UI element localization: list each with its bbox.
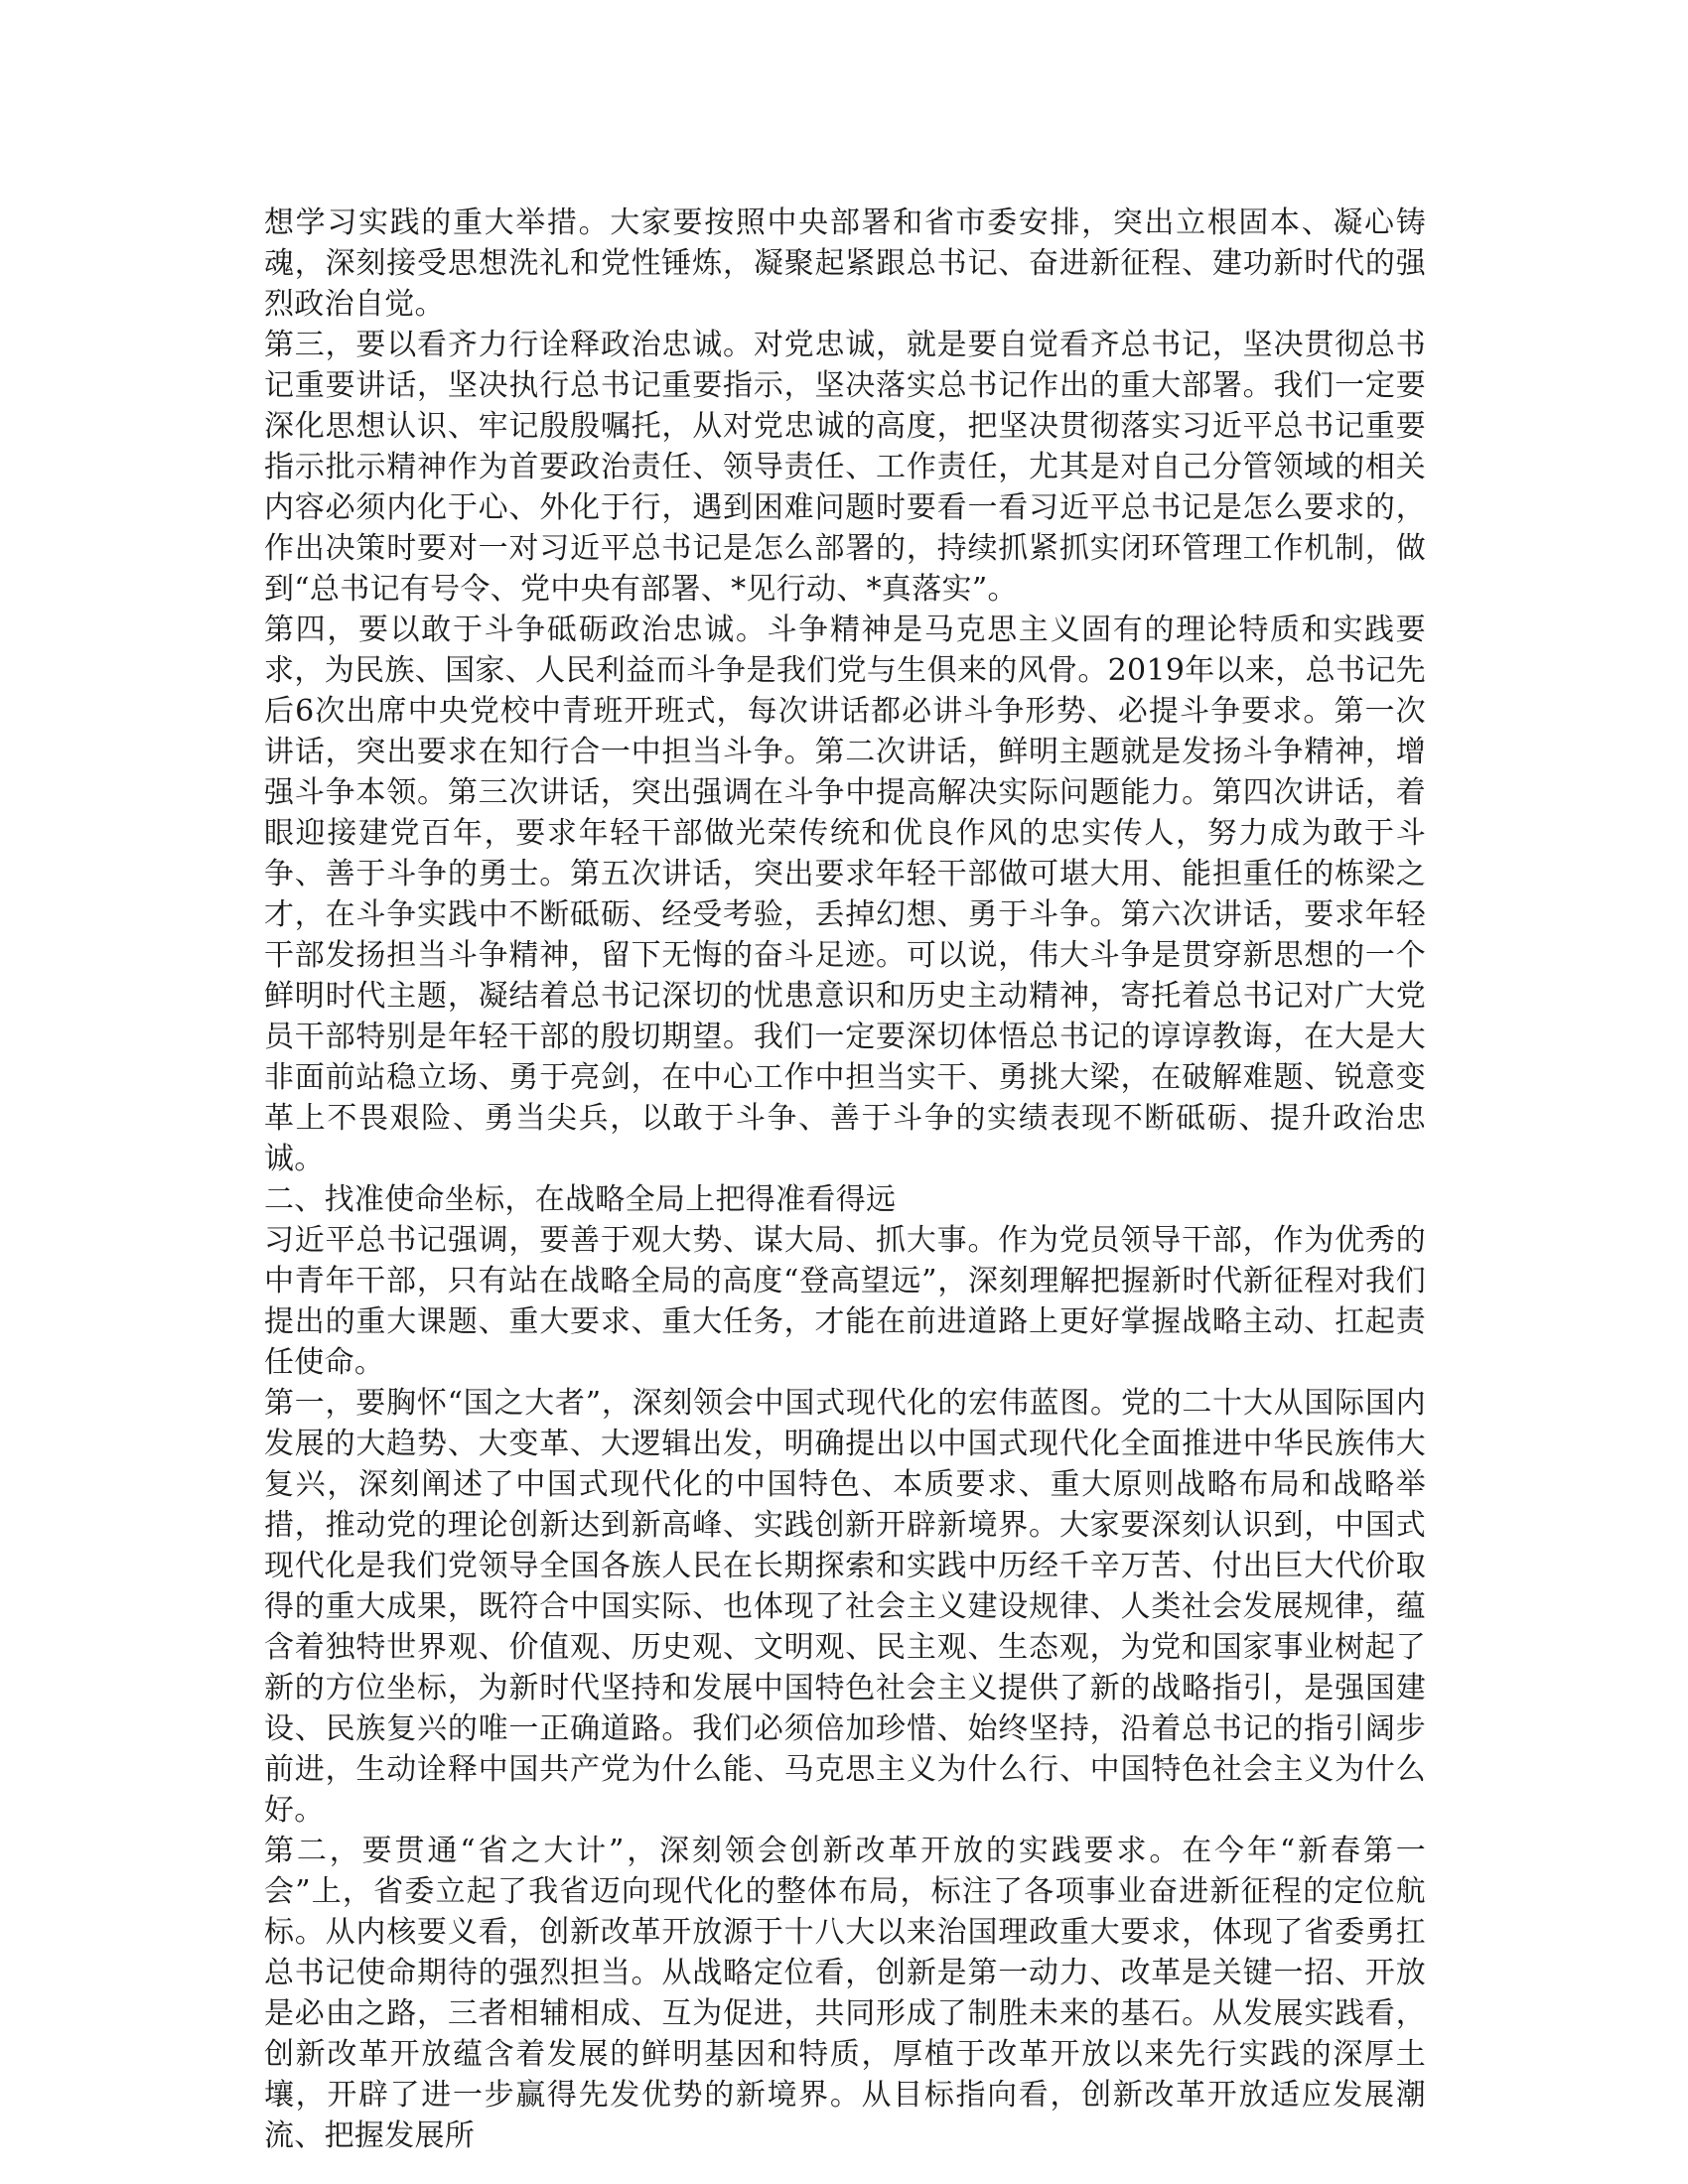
paragraph-point-four: 第四，要以敢于斗争砥砺政治忠诚。斗争精神是马克思主义固有的理论特质和实践要求，为民族、国家、人民利益而斗争是我们党与生俱来的风骨。2019年以来，总书记先后6次出席中央党校中青班开班式，每次讲话都必讲斗争形势、必提斗争要求。第一次讲话，突出要求在知行合一中担当斗争。第二次讲话，鲜明主题就是发扬斗争精神，增强斗争本领。第三次讲话，突出强调在斗争中提高解决实际问题能力。第四次讲话，着眼迎接建党百年，要求年轻干部做光荣传统和优良作风的忠实传人，努力成为敢于斗争、善于斗争的勇士。第五次讲话，突出要求年轻干部做可堪大用、能担重任的栋梁之才，在斗争实践中不断砥砺、经受考验，丢掉幻想、勇于斗争。第六次讲话，要求年轻干部发扬担当斗争精神，留下无悔的奋斗足迹。可以说，伟大斗争是贯穿新思想的一个鲜明时代主题，凝结着总书记深切的忧患意识和历史主动精神，寄托着总书记对广大党员干部特别是年轻干部的殷切期望。我们一定要深切体悟总书记的谆谆教诲，在大是大非面前站稳立场、勇于亮剑，在中心工作中担当实干、勇挑大梁，在破解难题、锐意变革上不畏艰险、勇当尖兵，以敢于斗争、善于斗争的实绩表现不断砥砺、提升政治忠诚。 xyxy=(264,613,1426,1176)
paragraph-section-two-point-one: 第一，要胸怀“国之大者”，深刻领会中国式现代化的宏伟蓝图。党的二十大从国际国内发展的大趋势、大变革、大逻辑出发，明确提出以中国式现代化全面推进中华民族伟大复兴，深刻阐述了中国式现代化的中国特色、本质要求、重大原则战略布局和战略举措，推动党的理论创新达到新高峰、实践创新开辟新境界。大家要深刻认识到，中国式现代化是我们党领导全国各族人民在长期探索和实践中历经千辛万苦、付出巨大代价取得的重大成果，既符合中国实际、也体现了社会主义建设规律、人类社会发展规律，蕴含着独特世界观、价值观、历史观、文明观、民主观、生态观，为党和国家事业树起了新的方位坐标，为新时代坚持和发展中国特色社会主义提供了新的战略指引，是强国建设、民族复兴的唯一正确道路。我们必须倍加珍惜、始终坚持，沿着总书记的指引阔步前进，生动诠释中国共产党为什么能、马克思主义为什么行、中国特色社会主义为什么好。 xyxy=(264,1386,1426,1828)
document-body xyxy=(264,203,1426,2156)
paragraph-section-two-point-two: 第二，要贯通“省之大计”，深刻领会创新改革开放的实践要求。在今年“新春第一会”上，省委立起了我省迈向现代化的整体布局，标注了各项事业奋进新征程的定位航标。从内核要义看，创新改革开放源于十八大以来治国理政重大要求，体现了省委勇扛总书记使命期待的强烈担当。从战略定位看，创新是第一动力、改革是关键一招、开放是必由之路，三者相辅相成、互为促进，共同形成了制胜未来的基石。从发展实践看，创新改革开放蕴含着发展的鲜明基因和特质，厚植于改革开放以来先行实践的深厚土壤，开辟了进一步赢得先发优势的新境界。从目标指向看，创新改革开放适应发展潮流、把握发展所 xyxy=(264,1834,1426,2153)
paragraph-point-three: 第三，要以看齐力行诠释政治忠诚。对党忠诚，就是要自觉看齐总书记，坚决贯彻总书记重要讲话，坚决执行总书记重要指示，坚决落实总书记作出的重大部署。我们一定要深化思想认识、牢记殷殷嘱托，从对党忠诚的高度，把坚决贯彻落实习近平总书记重要指示批示精神作为首要政治责任、领导责任、工作责任，尤其是对自己分管领域的相关内容必须内化于心、外化于行，遇到困难问题时要看一看习近平总书记是怎么要求的，作出决策时要对一对习近平总书记是怎么部署的，持续抓紧抓实闭环管理工作机制，做到“总书记有号令、党中央有部署、*见行动、*真落实”。 xyxy=(264,328,1426,607)
paragraph-section-two-intro: 习近平总书记强调，要善于观大势、谋大局、抓大事。作为党员领导干部，作为优秀的中青年干部，只有站在战略全局的高度“登高望远”，深刻理解把握新时代新征程对我们提出的重大课题、重大要求、重大任务，才能在前进道路上更好掌握战略主动、扛起责任使命。 xyxy=(264,1223,1426,1380)
paragraph-intro-continuation: 想学习实践的重大举措。大家要按照中央部署和省市委安排，突出立根固本、凝心铸魂，深刻接受思想洗礼和党性锤炼，凝聚起紧跟总书记、奋进新征程、建功新时代的强烈政治自觉。 xyxy=(264,205,1426,322)
section-heading-two: 二、找准使命坐标，在战略全局上把得准看得远 xyxy=(264,1182,897,1217)
